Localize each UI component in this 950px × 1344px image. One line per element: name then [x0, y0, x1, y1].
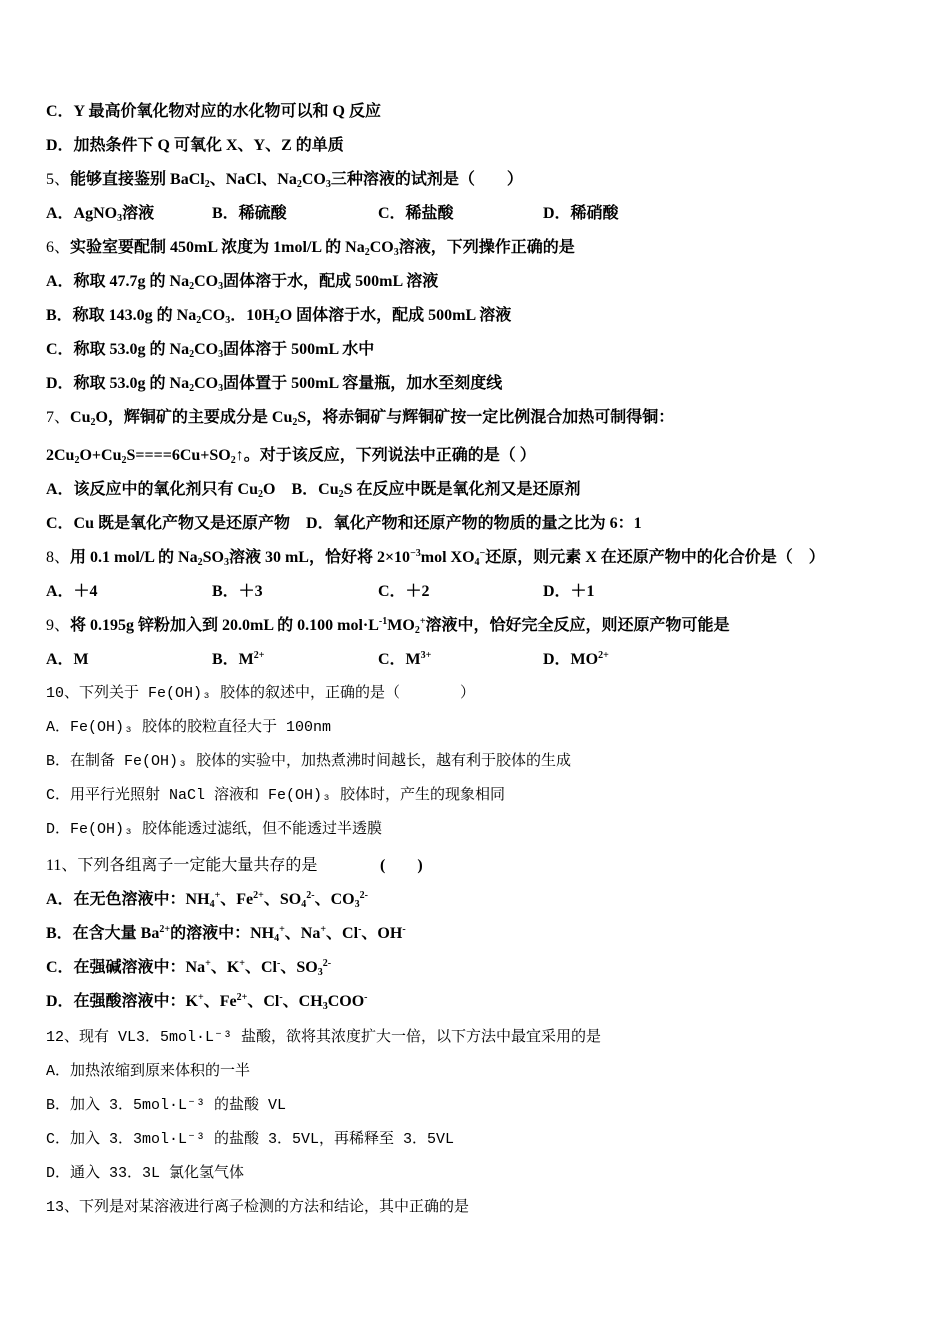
- q8-option-a: A．＋4: [46, 583, 98, 600]
- q6-option-a: A．称取 47.7g 的 $Na_2CO_3$固体溶于水，配成 500mL 溶液: [46, 273, 439, 292]
- q9-option-b: B．$M^{2+}$: [212, 650, 265, 668]
- q11-option-c: C．在强碱溶液中：Na+、K+、Cl-、$SO_3^{2-}$: [46, 958, 332, 978]
- q8-stem: 8、用 0.1 mol/L 的 $Na_2SO_3$溶液 30 mL，恰好将 $2\times 10^{-3}mol$ $XO_4^-$还原，则元素 X 在还原产物中的化合价是（ ）: [46, 548, 825, 568]
- q12-option-c: C．加入 3．3mol·L⁻³ 的盐酸 3．5VL，再稀释至 3．5VL: [46, 1131, 455, 1148]
- q12-option-a: A．加热浓缩到原来体积的一半: [46, 1063, 251, 1080]
- q9-stem: 9、将 0.195g 锌粉加入到 20.0mL 的 0.100 $mol\cdot L^{-1}MO_2^+$溶液中，恰好完全反应，则还原产物可能是: [46, 616, 730, 636]
- q4-option-d: D．加热条件下 Q 可氧化 X、Y、Z 的单质: [46, 137, 344, 154]
- q11-option-d: D．在强酸溶液中：K+、$Fe^{2+}$、Cl-、$CH_3COO^-$: [46, 992, 368, 1012]
- q10-option-b: B．在制备 Fe(OH)₃ 胶体的实验中，加热煮沸时间越长，越有利于胶体的生成: [46, 753, 572, 770]
- q7-equation: $2Cu_2O+Cu_2S====6Cu+SO_2↑$。对于该反应，下列说法中正确的是（ ）: [46, 447, 536, 466]
- q5-option-b: B．稀硫酸: [212, 205, 287, 222]
- q9-option-d: D．$MO^{2+}$: [543, 650, 609, 668]
- q9-option-c: C．$M^{3+}$: [378, 650, 432, 668]
- q7-options-ab: A．该反应中的氧化剂只有 $Cu_2O$ B．$Cu_2S$ 在反应中既是氧化剂又是还原剂: [46, 481, 581, 500]
- q12-option-b: B．加入 3．5mol·L⁻³ 的盐酸 VL: [46, 1097, 287, 1114]
- q4-option-c: C．Y 最高价氧化物对应的水化物可以和 Q 反应: [46, 103, 381, 120]
- q11-stem: 11、下列各组离子一定能大量共存的是 ( ): [46, 857, 423, 874]
- q5-option-d: D．稀硝酸: [543, 205, 619, 222]
- q10-stem: 10、下列关于 Fe(OH)₃ 胶体的叙述中，正确的是（ ）: [46, 685, 476, 702]
- q9-option-a: A．M: [46, 651, 89, 668]
- q5-option-c: C．稀盐酸: [378, 205, 454, 222]
- q5-stem: 5、能够直接鉴别 BaCl$_2$、NaCl、$Na_2CO_3$三种溶液的试剂是（ ）: [46, 171, 523, 190]
- q8-option-b: B．＋3: [212, 583, 263, 600]
- q7-options-cd: C．Cu 既是氧化产物又是还原产物 D．氧化产物和还原产物的物质的量之比为 6：1: [46, 515, 642, 532]
- q6-stem: 6、实验室要配制 450mL 浓度为 1mol/L 的 $Na_2CO_3$溶液，下列操作正确的是: [46, 239, 575, 258]
- q10-option-c: C．用平行光照射 NaCl 溶液和 Fe(OH)₃ 胶体时，产生的现象相同: [46, 787, 506, 804]
- q6-option-d: D．称取 53.0g 的 $Na_2CO_3$固体置于 500mL 容量瓶，加水至刻度线: [46, 375, 503, 394]
- q13-stem: 13、下列是对某溶液进行离子检测的方法和结论，其中正确的是: [46, 1199, 470, 1216]
- q11-option-a: A．在无色溶液中：$NH_4^+$、$Fe^{2+}$、$SO_4^{2-}$、$CO_3^{2-}$: [46, 890, 368, 910]
- q5-option-a: A．AgNO$_3$溶液: [46, 205, 155, 224]
- q7-stem: 7、$Cu_2O$，辉铜矿的主要成分是 $Cu_2S$，将赤铜矿与辉铜矿按一定比例混合加热可制得铜：: [46, 409, 675, 428]
- q8-option-c: C．＋2: [378, 583, 430, 600]
- q6-option-b: B．称取 143.0g 的 $Na_2CO_3$．$10H_2O$ 固体溶于水，配成 500mL 溶液: [46, 307, 512, 326]
- q11-option-b: B．在含大量 $Ba^{2+}$的溶液中：$NH_4^+$、Na+、Cl-、OH-: [46, 924, 406, 944]
- q10-option-d: D．Fe(OH)₃ 胶体能透过滤纸，但不能透过半透膜: [46, 821, 383, 838]
- q12-option-d: D．通入 33．3L 氯化氢气体: [46, 1165, 245, 1182]
- q6-option-c: C．称取 53.0g 的 $Na_2CO_3$固体溶于 500mL 水中: [46, 341, 375, 360]
- q12-stem: 12、现有 VL3．5mol·L⁻³ 盐酸，欲将其浓度扩大一倍，以下方法中最宜采用的是: [46, 1029, 602, 1046]
- q10-option-a: A．Fe(OH)₃ 胶体的胶粒直径大于 100nm: [46, 719, 332, 736]
- q8-option-d: D．＋1: [543, 583, 595, 600]
